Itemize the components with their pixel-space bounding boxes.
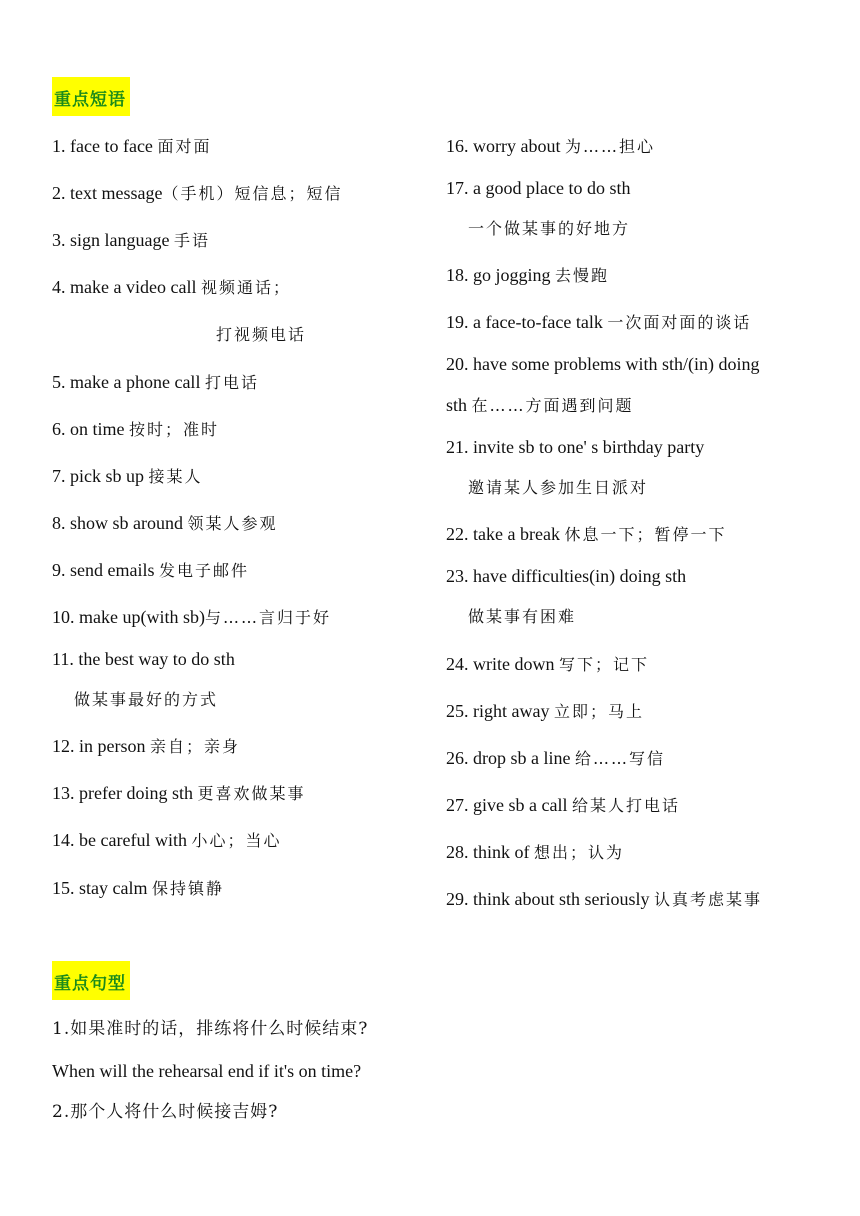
phrase-chinese: 立即；马上 [553,702,644,721]
phrase-chinese: 亲自；亲身 [150,737,241,756]
left-phrase-item [52,229,210,252]
sentence-chinese: 2.那个人将什么时候接吉姆? [52,1102,279,1122]
phrase-english: 15. stay calm [52,878,152,898]
left-phrase-item [52,877,224,900]
phrase-chinese: 与……言归于好 [204,608,331,627]
left-phrase-item [52,465,203,488]
left-phrase-item [52,418,219,441]
phrase-chinese: 给……写信 [574,749,665,768]
phrase-english: 7. pick sb up [52,466,149,486]
left-phrase-item [52,371,259,394]
right-phrase-item [468,476,648,499]
phrase-chinese: 给某人打电话 [571,796,680,815]
phrase-english: 10. make up(with sb) [52,607,205,627]
right-phrase-item [446,394,634,417]
left-phrase-item [52,829,281,852]
phrase-chinese: 想出；认为 [534,843,625,862]
sentence-chinese: 1.如果准时的话，排练将什么时候结束? [52,1019,369,1039]
phrase-chinese: 更喜欢做某事 [197,784,306,803]
left-phrase-item [52,182,343,205]
phrase-english: 14. be careful with [52,830,192,850]
phrase-english: 25. right away [446,701,554,721]
left-phrase-item [52,735,240,758]
phrase-chinese: 打视频电话 [216,325,307,344]
phrase-chinese: （手机）短信息；短信 [162,184,343,203]
phrase-english: 12. in person [52,736,150,756]
left-phrase-item [52,512,278,535]
right-phrase-item [468,605,576,628]
left-phrase-item [52,782,305,805]
phrase-chinese: 保持镇静 [151,879,224,898]
left-phrase-item [216,323,306,346]
phrase-chinese: 一个做某事的好地方 [468,219,631,238]
left-phrase-item [74,688,218,711]
phrase-chinese: 手语 [173,231,210,250]
left-phrase-item [52,276,291,299]
phrase-chinese: 去慢跑 [555,266,610,285]
phrase-english: 8. show sb around [52,513,188,533]
phrase-chinese: 休息一下；暂停一下 [564,525,727,544]
left-phrase-item [52,606,331,629]
right-phrase-item [446,888,762,911]
left-phrase-item [52,559,249,582]
phrase-chinese: 面对面 [157,137,212,156]
right-phrase-item [446,794,680,817]
phrase-english: 23. have difficulties(in) doing sth [446,566,687,586]
sentence-english: When will the rehearsal end if it's on time? [52,1061,362,1081]
right-phrase-item [446,177,630,199]
phrase-chinese: 做某事最好的方式 [74,690,219,709]
phrase-chinese: 做某事有困难 [468,607,577,626]
right-phrase-item [446,700,644,723]
right-phrase-item [446,747,665,770]
phrase-english: 9. send emails [52,560,159,580]
phrases-heading: 重点短语 [52,77,130,116]
phrase-english: 27. give sb a call [446,795,572,815]
phrase-english: sth [446,395,472,415]
right-phrase-item [446,353,759,375]
phrase-english: 2. text message [52,183,163,203]
phrase-chinese: 在……方面遇到问题 [471,396,634,415]
phrase-english: 20. have some problems with sth/(in) doing [446,354,760,374]
phrase-chinese: 打电话 [204,373,259,392]
phrase-english: 24. write down [446,654,559,674]
phrase-english: 11. the best way to do sth [52,649,235,669]
phrase-english: 5. make a phone call [52,372,205,392]
right-phrase-item [446,565,686,587]
phrase-english: 3. sign language [52,230,174,250]
phrase-chinese: 一次面对面的谈话 [607,313,752,332]
left-phrase-item [52,135,211,158]
right-phrase-item [468,217,630,240]
phrase-chinese: 视频通话； [200,278,291,297]
phrase-english: 16. worry about [446,136,565,156]
phrase-english: 19. a face-to-face talk [446,312,608,332]
phrase-chinese: 接某人 [148,467,203,486]
right-phrase-item [446,135,655,158]
right-phrase-item [446,264,609,287]
phrase-english: 17. a good place to do sth [446,178,631,198]
right-phrase-item [446,841,624,864]
phrase-chinese: 认真考虑某事 [654,890,763,909]
phrase-english: 13. prefer doing sth [52,783,198,803]
phrase-chinese: 为……担心 [564,137,655,156]
phrase-chinese: 邀请某人参加生日派对 [468,478,649,497]
phrase-english: 28. think of [446,842,534,862]
phrase-english: 18. go jogging [446,265,556,285]
right-phrase-item [446,653,649,676]
phrase-english: 21. invite sb to one' s birthday party [446,437,705,457]
phrase-chinese: 小心；当心 [191,831,282,850]
right-phrase-item [446,311,751,334]
phrase-english: 6. on time [52,419,129,439]
phrase-chinese: 按时；准时 [129,420,220,439]
phrase-english: 26. drop sb a line [446,748,575,768]
right-phrase-item [446,523,726,546]
phrase-english: 29. think about sth seriously [446,889,654,909]
phrase-english: 1. face to face [52,136,158,156]
left-phrase-item [52,648,235,670]
phrase-chinese: 发电子邮件 [158,561,249,580]
phrase-english: 22. take a break [446,524,565,544]
phrase-english: 4. make a video call [52,277,201,297]
sentences-heading: 重点句型 [52,961,130,1000]
phrase-chinese: 写下；记下 [558,655,649,674]
right-phrase-item [446,436,704,458]
phrase-chinese: 领某人参观 [187,514,278,533]
